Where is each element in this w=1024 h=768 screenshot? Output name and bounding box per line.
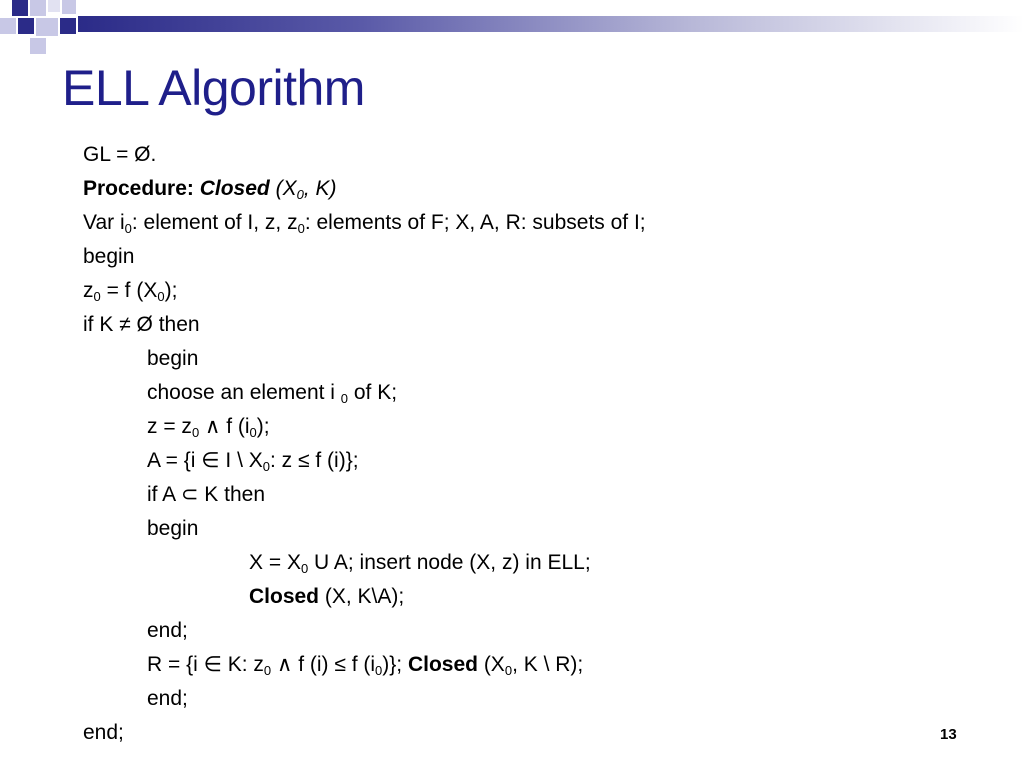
code-line: $z = z_0$ ∧ f $(i_0)$; <box>147 415 270 440</box>
deco-square <box>62 0 76 14</box>
code-line: begin <box>147 517 199 540</box>
code-line: end; <box>147 687 188 710</box>
code-line: Closed (X, K\A); <box>249 585 405 608</box>
deco-square <box>30 38 46 54</box>
deco-square <box>36 18 58 36</box>
code-line: GL = Ø. <box>83 143 157 166</box>
deco-square <box>30 0 46 16</box>
code-line: begin <box>147 347 199 370</box>
code-line: if A ⊂ K then <box>147 483 266 506</box>
code-line: R = {i ∈ K: $z_0$ ∧ f (i) ≤ f $(i_0)$}; Closed ($X_0$, K \ R); <box>147 653 584 678</box>
code-line: end; <box>147 619 188 642</box>
deco-square <box>0 18 16 34</box>
page-number: 13 <box>940 726 957 743</box>
code-line: Procedure: Closed ($X_0$, K) <box>83 177 337 202</box>
slide-title: ELL Algorithm <box>62 60 365 116</box>
code-line: Var $i_0$: element of I, z, $z_0$: elements of F; X, A, R: subsets of I; <box>83 211 646 236</box>
deco-square <box>12 0 28 16</box>
header-decoration <box>0 0 1024 40</box>
deco-square <box>48 0 60 12</box>
deco-square <box>18 18 34 34</box>
header-gradient-bar <box>78 16 1024 32</box>
code-line: begin <box>83 245 135 268</box>
code-line: if K ≠ Ø then <box>83 313 200 336</box>
code-line: $X = X_0$ U A; insert node (X, z) in ELL; <box>249 551 591 576</box>
code-line: end; <box>83 721 124 744</box>
code-line: $z_0 = f$ $(X_0)$; <box>83 279 178 304</box>
deco-square <box>60 18 76 34</box>
code-line: A = {i ∈ I \ $X_0$: z ≤ f (i)}; <box>147 449 359 474</box>
code-line: choose an element i $_0$ of K; <box>147 381 398 406</box>
